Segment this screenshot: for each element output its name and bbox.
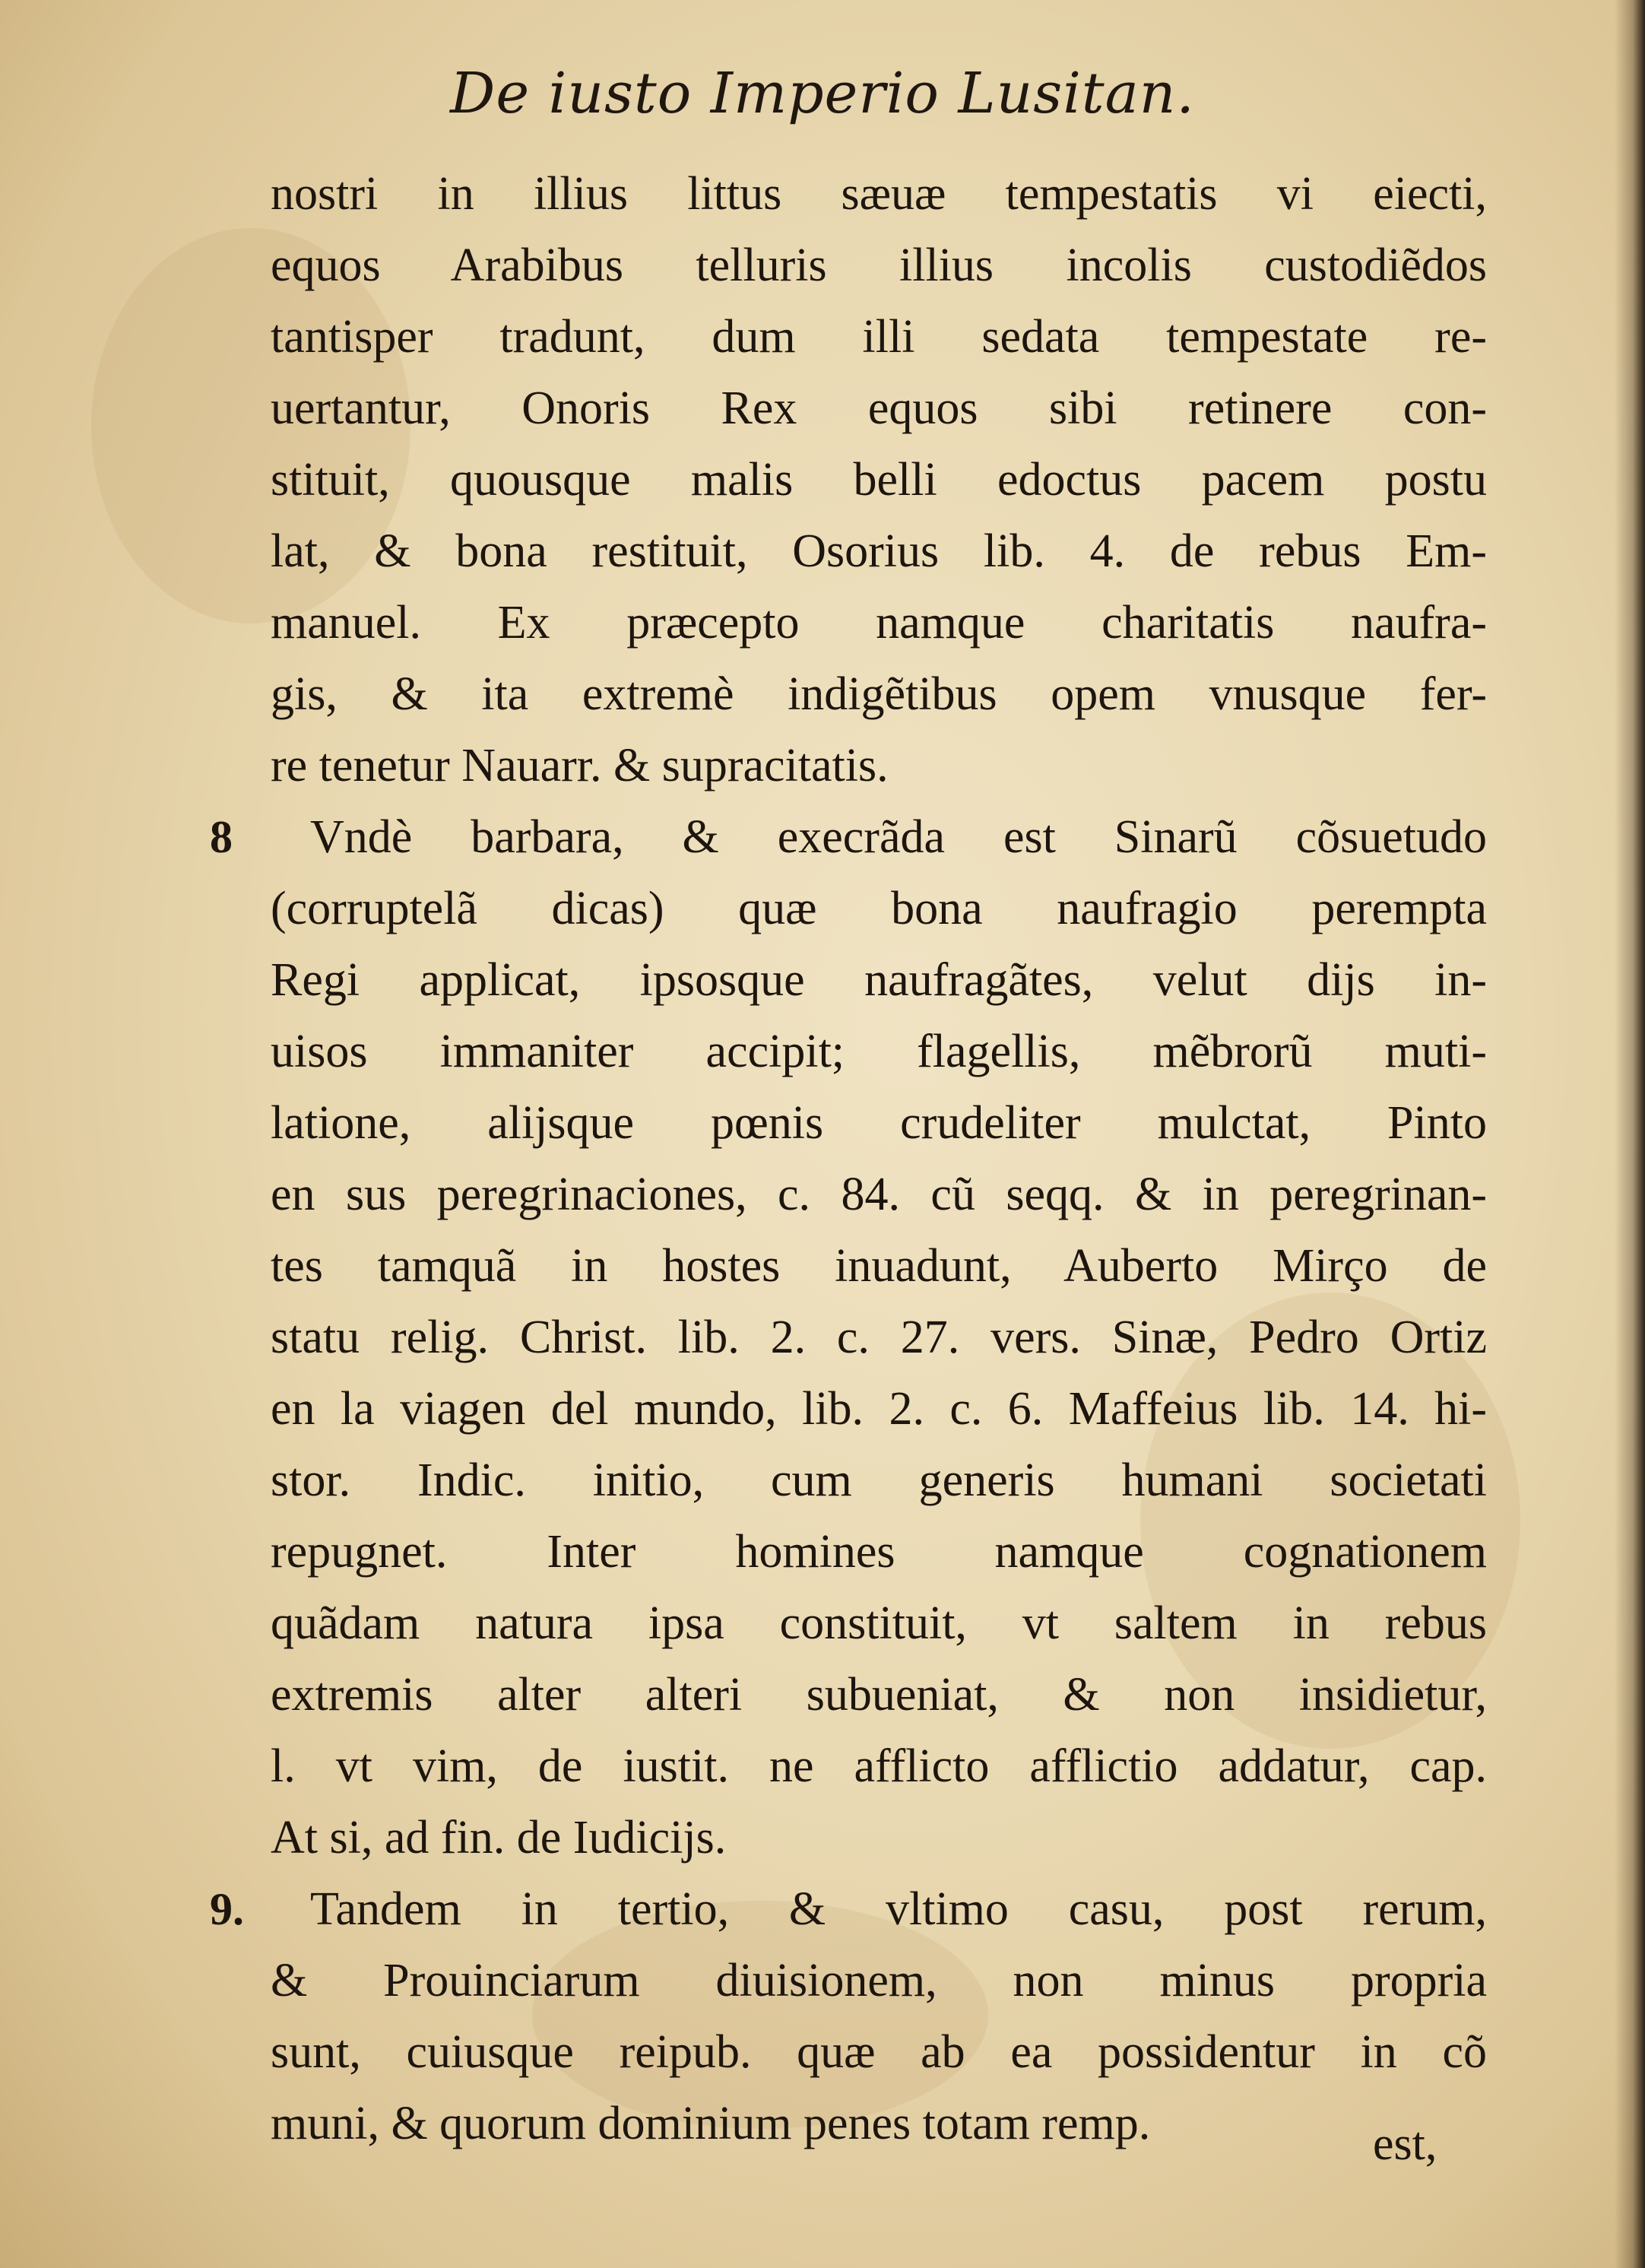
text-line	[271, 658, 1487, 730]
running-title: De iusto Imperio Lusitan.	[450, 61, 1195, 126]
text-line	[271, 587, 1487, 658]
line-text: uertantur, Onoris Rex equos sibi retinere con-	[271, 382, 1487, 434]
text-line	[271, 873, 1487, 944]
text-line	[271, 444, 1487, 515]
text-line	[271, 2088, 1487, 2159]
text-line	[210, 1873, 1487, 1945]
line-text: & Prouinciarum diuisionem, non minus propria	[271, 1955, 1487, 2006]
text-line	[271, 1802, 1487, 1873]
line-text: stituit, quousque malis belli edoctus pacem postu	[271, 454, 1487, 506]
paragraph-number: 8	[210, 812, 233, 862]
text-line	[271, 1659, 1487, 1730]
line-text: muni, & quorum dominium penes totam remp.	[271, 2098, 1151, 2149]
line-text: uisos immaniter accipit; flagellis, mẽbrorũ muti-	[271, 1026, 1487, 1077]
line-text: extremis alter alteri subueniat, & non insidietur,	[271, 1669, 1487, 1721]
line-text: tantisper tradunt, dum illi sedata tempestate re-	[271, 311, 1487, 363]
line-text: (corruptelã dicas) quæ bona naufragio perempta	[271, 883, 1487, 934]
text-line	[271, 1730, 1487, 1802]
line-text: re tenetur Nauarr. & supracitatis.	[271, 740, 889, 791]
line-text: At si, ad fin. de Iudicijs.	[271, 1812, 727, 1864]
text-line	[271, 1230, 1487, 1302]
paragraph-number: 9.	[210, 1884, 244, 1934]
line-text: en sus peregrinaciones, c. 84. cũ seqq. & in peregrinan-	[271, 1169, 1487, 1220]
text-line	[271, 1945, 1487, 2016]
line-text: tes tamquã in hostes inuadunt, Auberto Mirço de	[271, 1240, 1487, 1292]
text-line	[210, 801, 1487, 873]
text-line	[271, 1445, 1487, 1516]
text-line	[271, 230, 1487, 301]
line-text: Tandem in tertio, & vltimo casu, post rerum,	[310, 1883, 1487, 1935]
text-line	[271, 1373, 1487, 1445]
line-text: statu relig. Christ. lib. 2. c. 27. vers. Sinæ, Pedro Ortiz	[271, 1312, 1487, 1363]
line-text: equos Arabibus telluris illius incolis custodiẽdos	[271, 239, 1487, 291]
text-line	[271, 1016, 1487, 1087]
catchword: est,	[1373, 2118, 1437, 2170]
text-line	[271, 1588, 1487, 1659]
text-line	[271, 944, 1487, 1016]
text-line	[271, 1302, 1487, 1373]
line-text: repugnet. Inter homines namque cognationem	[271, 1526, 1487, 1578]
text-line	[271, 730, 1487, 801]
line-text: lat, & bona restituit, Osorius lib. 4. de rebus Em-	[271, 525, 1487, 577]
line-text: latione, alijsque pœnis crudeliter mulctat, Pinto	[271, 1097, 1487, 1149]
line-text: nostri in illius littus sæuæ tempestatis vi eiecti,	[271, 168, 1487, 220]
line-text: stor. Indic. initio, cum generis humani societati	[271, 1454, 1487, 1506]
line-text: l. vt vim, de iustit. ne afflicto afflictio addatur, cap.	[271, 1740, 1487, 1792]
line-text: gis, & ita extremè indigẽtibus opem vnusque fer-	[271, 668, 1487, 720]
line-text: Regi applicat, ipsosque naufragãtes, velut dijs in-	[271, 954, 1487, 1006]
text-line	[271, 301, 1487, 373]
line-text: manuel. Ex præcepto namque charitatis naufra-	[271, 597, 1487, 649]
text-line	[271, 1516, 1487, 1588]
text-line	[271, 515, 1487, 587]
text-line	[271, 1087, 1487, 1159]
line-text: Vndè barbara, & execrãda est Sinarũ cõsuetudo	[310, 811, 1487, 863]
text-line	[271, 158, 1487, 230]
text-line	[271, 373, 1487, 444]
line-text: sunt, cuiusque reipub. quæ ab ea possidentur in cõ	[271, 2026, 1487, 2078]
text-line	[271, 1159, 1487, 1230]
body-text	[210, 158, 1487, 2159]
line-text: en la viagen del mundo, lib. 2. c. 6. Maffeius lib. 14. hi-	[271, 1383, 1487, 1435]
line-text: quãdam natura ipsa constituit, vt saltem in rebus	[271, 1597, 1487, 1649]
text-line	[271, 2016, 1487, 2088]
